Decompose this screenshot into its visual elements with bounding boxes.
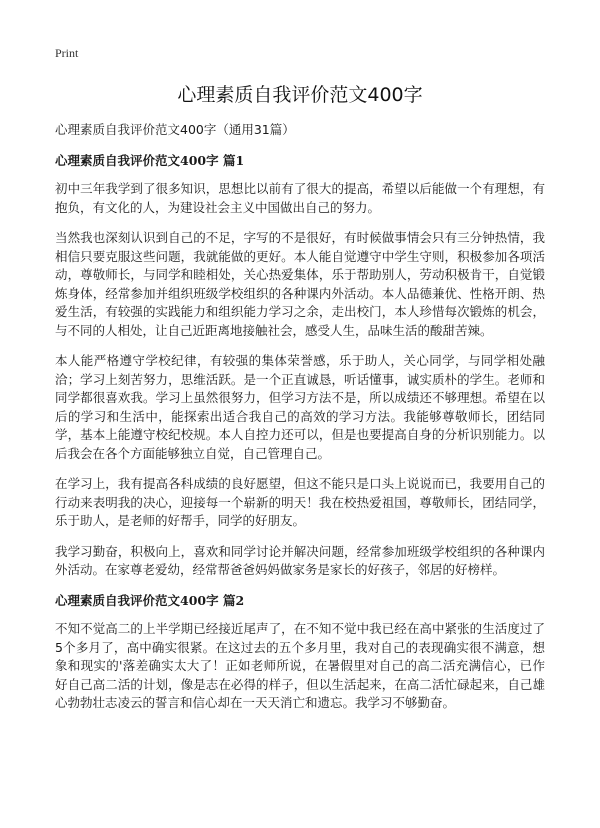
section-heading: 心理素质自我评价范文400字 篇1	[55, 152, 245, 168]
document-body	[55, 121, 545, 725]
paragraph: 本人能严格遵守学校纪律，有较强的集体荣誉感，乐于助人，关心同学，与同学相处融洽；学习上刻苦努力，思维活跃。是一个正直诚恳，听话懂事，诚实质朴的学生。老师和同学都很喜欢我。学习上虽然很努力，但学习方法不是，所以成绩还不够理想。希望在以后的学习和生活中，能探索出适合我自己的高效的学习方法。我能够尊敬师长，团结同学，基本上能遵守校纪校规。本人自控力还可以，但是也要提高自身的分析识别能力。以后我会在各个方面能够独立自觉，自己管理自己。	[55, 353, 545, 461]
paragraph: 不知不觉高二的上半学期已经接近尾声了，在不知不觉中我已经在高中紧张的生活度过了5个多月了，高中确实很紧。在这过去的五个多月里，我对自己的表现确实很不满意，想象和现实的'落差确实太大了！正如老师所说，在暑假里对自己的高二活充满信心，已作好自己高二活的计划，像是志在必得的样子，但以生活起来，在高二活忙碌起来，自己雄心勃勃壮志凌云的誓言和信心却在一天天消亡和遗忘。我学习不够勤奋。	[55, 621, 545, 710]
section-1	[55, 152, 545, 580]
print-link[interactable]: Print	[55, 46, 79, 60]
page-title: 心理素质自我评价范文400字	[177, 84, 423, 106]
paragraph: 在学习上，我有提高各科成绩的良好愿望，但这不能只是口头上说说而已，我要用自己的行动来表明我的决心，迎接每一个崭新的明天！我在校热爱祖国，尊敬师长，团结同学，乐于助人，是老师的好帮手，同学的好朋友。	[55, 476, 545, 528]
paragraph: 当然我也深刻认识到自己的不足，字写的不是很好，有时候做事情会只有三分钟热情，我相信只要克服这些问题，我就能做的更好。本人能自觉遵守中学生守则，积极参加各项活动，尊敬师长，与同学和睦相处，关心热爱集体，乐于帮助别人，劳动积极肯干，自觉锻炼身体，经常参加并组织班级学校组织的各种课内外活动。本人品德兼优、性格开朗、热爱生活，有较强的实践能力和组织能力学习之余，走出校门，本人珍惜每次锻炼的机会，与不同的人相处，让自己近距离地接触社会，感受人生，品味生活的酸甜苦辣。	[55, 230, 545, 338]
paragraph: 初中三年我学到了很多知识，思想比以前有了很大的提高，希望以后能做一个有理想，有抱负，有文化的人，为建设社会主义中国做出自己的努力。	[55, 181, 545, 215]
document-subtitle: 心理素质自我评价范文400字（通用31篇）	[55, 122, 295, 137]
section-heading: 心理素质自我评价范文400字 篇2	[55, 592, 245, 608]
section-2	[55, 592, 545, 713]
paragraph: 我学习勤奋，积极向上，喜欢和同学讨论并解决问题，经常参加班级学校组织的各种课内外活动。在家尊老爱幼，经常帮爸爸妈妈做家务是家长的好孩子，邻居的好榜样。	[55, 543, 545, 577]
